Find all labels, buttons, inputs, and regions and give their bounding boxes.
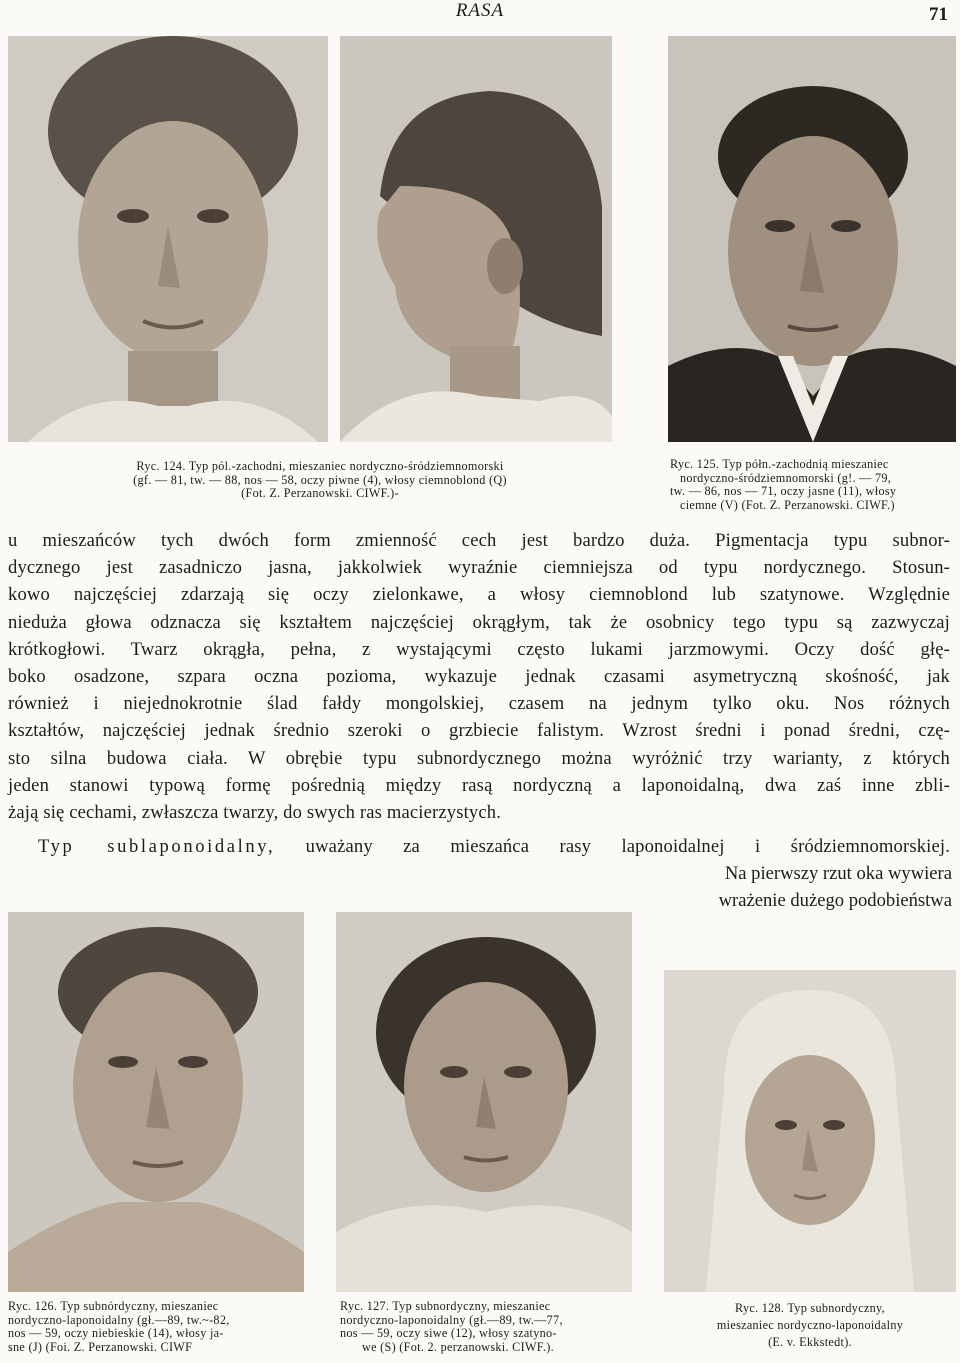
- body-paragraph-1: u mieszańców tych dwóch form zmienność cech jest bardzo duża. Pigmentacja typu subnor- dycznego jest zasadniczo jasna, jakkolwiek wyraźnie ciemniejsza od typu nordycznego. Stosun- kowo najczęściej zdarzają się oczy zielonkawe, a włosy ciemnoblond lub szatynowe. Względnie nieduża głowa odznacza się kształtem najczęściej okrągłym, tak że osobnicy tego typu są zazwyczaj krótkogłowi. Twarz okrągła, pełna, z wystającymi często lukami jarzmowymi. Oczy dość głę- boko osadzone, szpara oczna pozioma, wykazuje jednak czasami asymetryczną skośność, jak również i niejednokrotnie ślad fałdy mongolskiej, czasem na jednym tylko oku. Nos różnych kształtów, najczęściej jednak średnio szeroki o grzbiecie falistym. Wzrost średni i ponad średni, czę- sto silna budowa ciała. W obrębie typu subnordycznego można wyróżnić trzy warianty, z których jeden stanowi typową formę pośrednią między rasą nordyczną a laponoidalną, dwa zaś inne zbli- żają się cechami, zwłaszcza twarzy, do swych ras macierzystych.: [8, 530, 950, 824]
- body-paragraph-2-continuation: Na pierwszy rzut oka wywiera wrażenie dużego podobieństwa: [718, 863, 952, 911]
- caption-fig128: Ryc. 128. Typ subnordyczny, mieszaniec nordyczno-laponoidalny (E. v. Ekkstedt).: [716, 1301, 904, 1349]
- photo-fig128: [664, 970, 956, 1292]
- caption-fig126: Ryc. 126. Typ subnórdyczny, mieszaniec nordyczno-laponoidalny (gł.—89, tw.~-82, nos — 59, oczy niebieskie (14), włosy ja- sne (J) (Foi. Z. Perzanowski. CIWF: [8, 1299, 230, 1354]
- page-number: 71: [929, 4, 948, 25]
- photo-fig126: [8, 912, 304, 1292]
- photo-fig124-profile: [340, 36, 612, 442]
- photo-fig124-frontal: [8, 36, 328, 442]
- body-paragraph-2: Typ sublaponoidalny, uważany za mieszańca rasy laponoidalnej i śródziemnomorskiej.: [38, 836, 950, 857]
- caption-fig124: Ryc. 124. Typ pól.-zachodni, mieszaniec nordyczno-śródziemnomorski (gf. — 81, tw. — 88, nos — 58, oczy piwne (4), włosy ciemnoblond (Q) (Fot. Z. Perzanowski. CIWF.)-: [133, 459, 507, 501]
- caption-fig127: Ryc. 127. Typ subnordyczny, mieszaniec nordyczno-laponoidalny (gł.—89, tw.—77, nos — 59, oczy siwe (12), włosy szatyno- we (S) (Fot. 2. perzanowski. CIWF.).: [340, 1299, 563, 1354]
- term-sublaponoidalny: Typ sublaponoidalny,: [38, 836, 276, 857]
- photo-fig125: [668, 36, 956, 442]
- photo-fig127: [336, 912, 632, 1292]
- caption-fig125: Ryc. 125. Typ półn.-zachodnią mieszaniec nordyczno-śródziemnomorski (g!. — 79, tw. — 86, nos — 71, oczy jasne (11), włosy ciemne (V) (Fot. Z. Perzanowski. CIWF.): [670, 457, 897, 512]
- running-header: RASA: [455, 0, 505, 21]
